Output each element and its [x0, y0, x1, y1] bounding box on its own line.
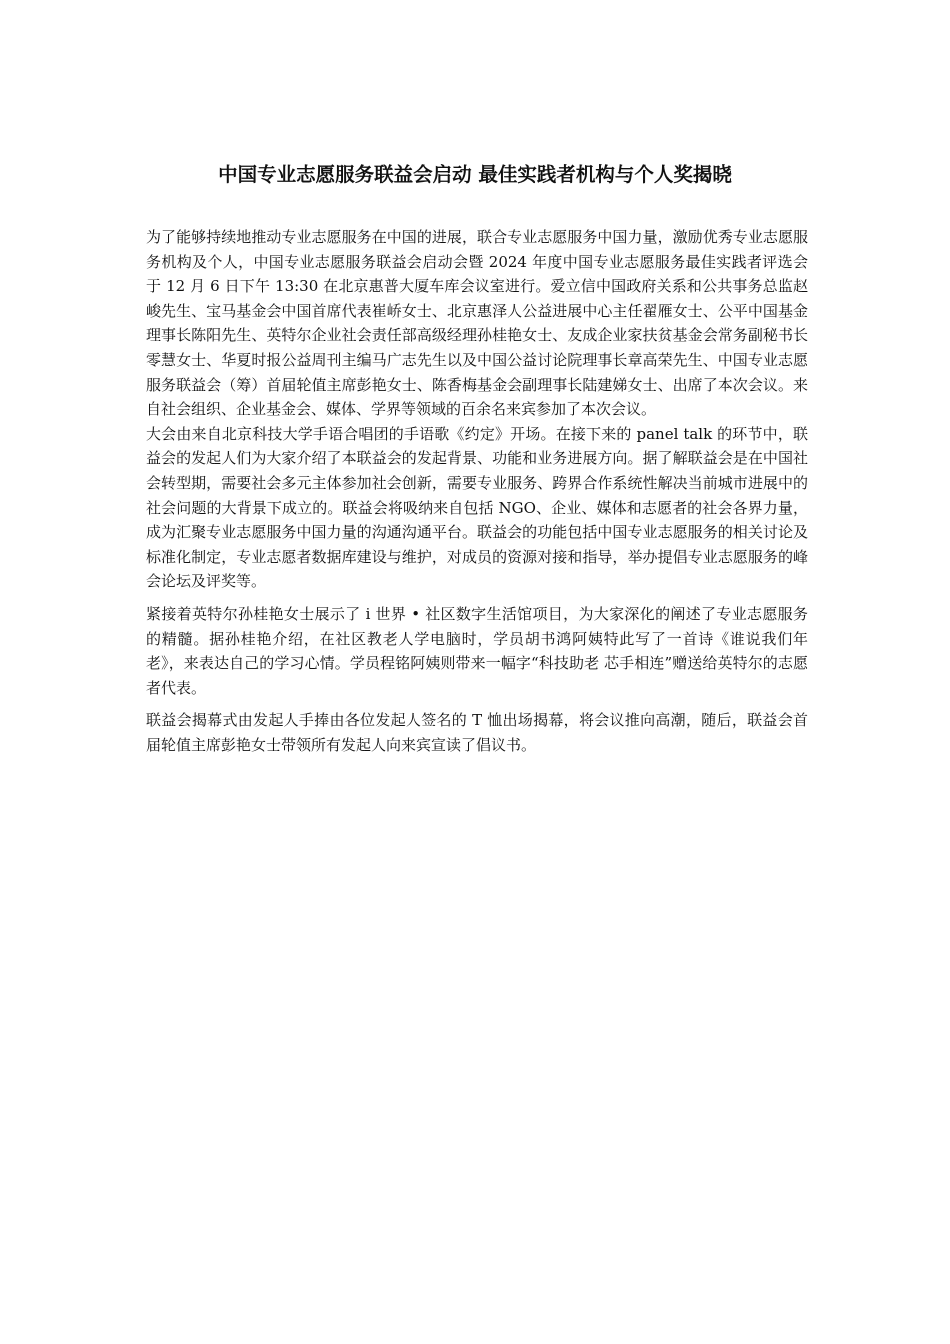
paragraph-1: 为了能够持续地推动专业志愿服务在中国的进展，联合专业志愿服务中国力量，激励优秀专业志愿服务机构及个人，中国专业志愿服务联益会启动会暨 2024 年度中国专业志愿服务最佳实践者评选会于 12 月 6 日下午 13:30 在北京惠普大厦车库会议室进行。爱立信中国政府关系和公共事务总监赵峻先生、宝马基金会中国首席代表崔峤女士、北京惠泽人公益进展中心主任翟雁女士、公平中国基金理事长陈阳先生、英特尔企业社会责任部高级经理孙桂艳女士、友成企业家扶贫基金会常务副秘书长零慧女士、华夏时报公益周刊主编马广志先生以及中国公益讨论院理事长章高荣先生、中国专业志愿服务联益会（筹）首届轮值主席彭艳女士、陈香梅基金会副理事长陆建娣女士、出席了本次会议。来自社会组织、企业基金会、媒体、学界等领域的百余名来宾参加了本次会议。	[146, 228, 808, 419]
document-title: 中国专业志愿服务联益会启动 最佳实践者机构与个人奖揭晓	[218, 163, 732, 186]
document-body	[146, 225, 808, 757]
paragraph-3: 紧接着英特尔孙桂艳女士展示了 i 世界 • 社区数字生活馆项目，为大家深化的阐述了专业志愿服务的精髓。据孙桂艳介绍，在社区教老人学电脑时，学员胡书鸿阿姨特此写了一首诗《谁说我们年老》，来表达自己的学习心情。学员程铭阿姨则带来一幅字“科技助老 芯手相连”赠送给英特尔的志愿者代表。	[146, 604, 808, 697]
paragraph-4: 联益会揭幕式由发起人手捧由各位发起人签名的 T 恤出场揭幕，将会议推向高潮，随后，联益会首届轮值主席彭艳女士带领所有发起人向来宾宣读了倡议书。	[146, 711, 808, 754]
paragraph-2: 大会由来自北京科技大学手语合唱团的手语歌《约定》开场。在接下来的 panel talk 的环节中，联益会的发起人们为大家介绍了本联益会的发起背景、功能和业务进展方向。据了解联益会是在中国社会转型期，需要社会多元主体参加社会创新，需要专业服务、跨界合作系统性解决当前城市进展中的社会问题的大背景下成立的。联益会将吸纳来自包括 NGO、企业、媒体和志愿者的社会各界力量，成为汇聚专业志愿服务中国力量的沟通沟通平台。联益会的功能包括中国专业志愿服务的相关讨论及标准化制定，专业志愿者数据库建设与维护，对成员的资源对接和指导，举办提倡专业志愿服务的峰会论坛及评奖等。	[146, 424, 808, 591]
